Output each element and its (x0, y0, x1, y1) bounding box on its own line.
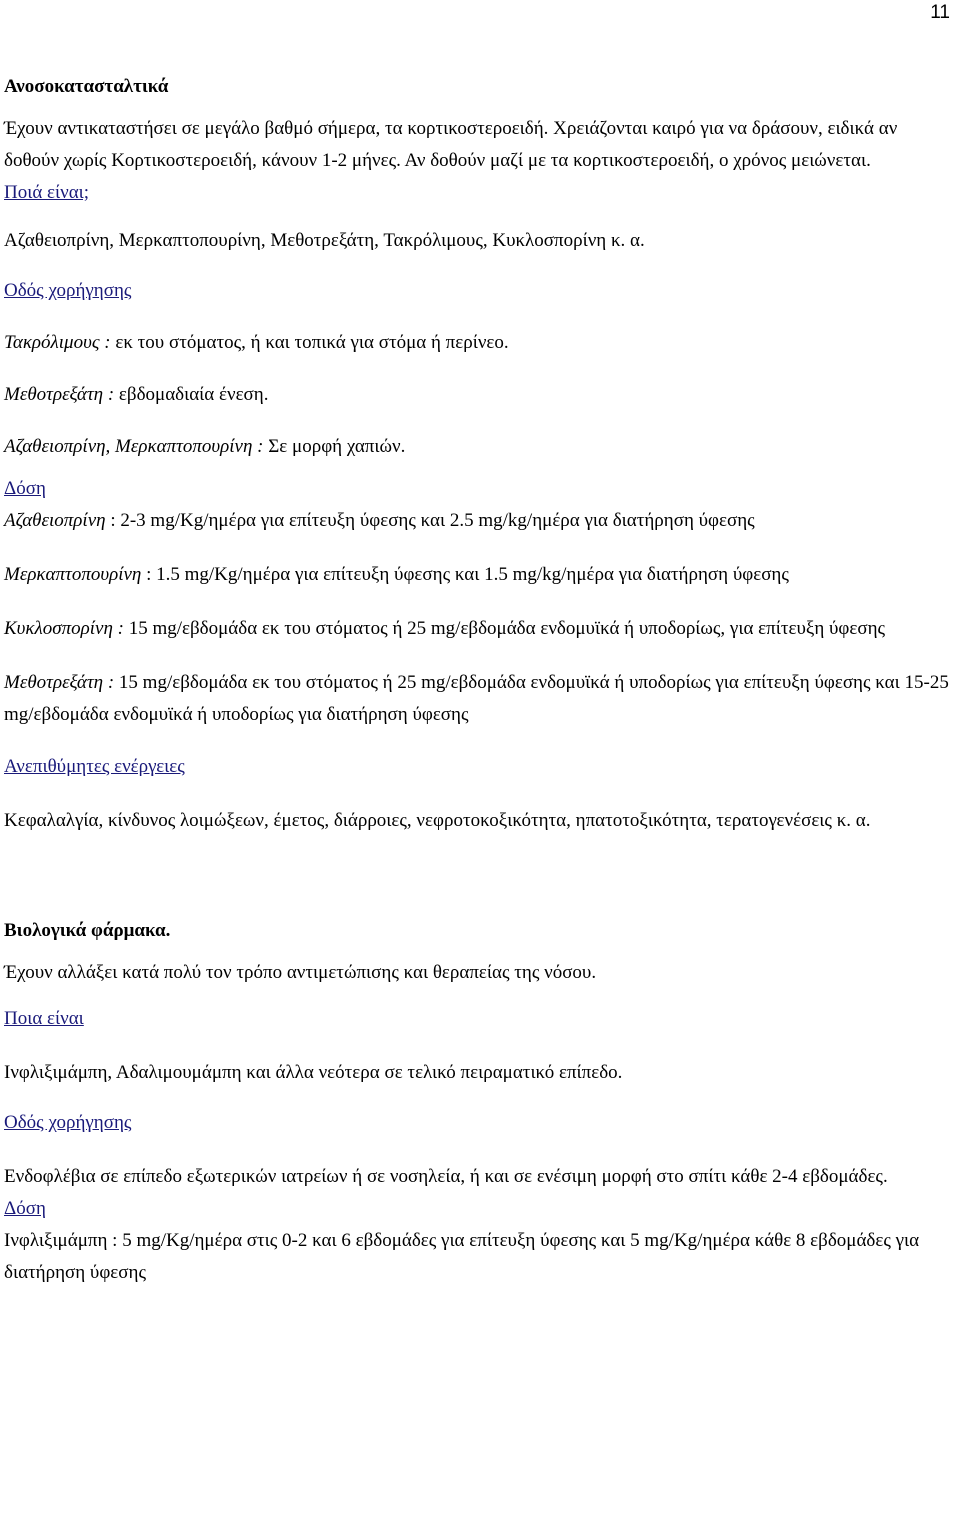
dose-item-text: : 2-3 mg/Kg/ημέρα για επίτευξη ύφεσης και 2.5 mg/kg/ημέρα για διατήρηση ύφεσης (105, 510, 755, 531)
immuno-side-effects-heading: Ανεπιθύμητες ενέργειες (4, 756, 185, 777)
section-title-biologics: Βιολογικά φάρμακα. (4, 920, 171, 941)
bio-route-text: Ενδοφλέβια σε επίπεδο εξωτερικών ιατρείων ή σε νοσηλεία, ή και σε ενέσιμη μορφή στο σπίτι κάθε 2-4 εβδομάδες. (4, 1166, 888, 1187)
dose-item-text: 15 mg/εβδομάδα εκ του στόματος ή 25 mg/εβδομάδα ενδομυϊκά ή υποδορίως για επίτευξη ύφεσης και 15-25 mg/εβδομάδα ενδομυϊκά ή υποδορίως για διατήρηση ύφεσης (4, 672, 949, 725)
dose-item-text: : 1.5 mg/Kg/ημέρα για επίτευξη ύφεσης και 1.5 mg/kg/ημέρα για διατήρηση ύφεσης (141, 564, 789, 585)
bio-intro: Έχουν αλλάξει κατά πολύ τον τρόπο αντιμετώπισης και θεραπείας της νόσου. (4, 962, 597, 983)
dose-item-drug: Κυκλοσπορίνη : (4, 618, 124, 639)
immuno-which-heading: Ποιά είναι; (4, 182, 90, 203)
dose-item-drug: Μεθοτρεξάτη : (4, 672, 115, 693)
route-item (4, 379, 956, 411)
route-item-drug: Τακρόλιμους : (4, 332, 111, 353)
route-item-text: εκ του στόματος, ή και τοπικά για στόμα ή περίνεο. (110, 332, 509, 353)
dose-item (4, 505, 956, 537)
bio-route-heading: Οδός χορήγησης (4, 1112, 132, 1133)
route-item (4, 327, 956, 359)
dose-item (4, 559, 956, 591)
immuno-intro: Έχουν αντικαταστήσει σε μεγάλο βαθμό σήμερα, τα κορτικοστεροειδή. Χρειάζονται καιρό για να δράσουν, ειδικά αν δοθούν χωρίς Κορτικοστεροειδή, κάνουν 1-2 μήνες. Αν δοθούν μαζί με τα κορτικοστεροειδή, ο χρόνος μειώνεται. (4, 118, 898, 171)
dose-item-drug: Μερκαπτοπουρίνη (4, 564, 142, 585)
dose-item-text: 15 mg/εβδομάδα εκ του στόματος ή 25 mg/εβδομάδα ενδομυϊκά ή υποδορίως, για επίτευξη ύφεσης (123, 618, 886, 639)
immuno-which-text: Αζαθειοπρίνη, Μερκαπτοπουρίνη, Μεθοτρεξάτη, Τακρόλιμους, Κυκλοσπορίνη κ. α. (4, 230, 645, 251)
page-number: 11 (930, 2, 950, 23)
route-item-drug: Αζαθειοπρίνη, Μερκαπτοπουρίνη : (4, 436, 264, 457)
dose-item-drug: Αζαθειοπρίνη (4, 510, 106, 531)
bio-dose-heading: Δόση (4, 1198, 46, 1219)
section-title-immunosuppressants: Ανοσοκατασταλτικά (4, 76, 169, 97)
immuno-route-heading: Οδός χορήγησης (4, 280, 132, 301)
route-item-drug: Μεθοτρεξάτη : (4, 384, 115, 405)
document-body (4, 66, 956, 1289)
route-item-text: εβδομαδιαία ένεση. (114, 384, 269, 405)
dose-item (4, 667, 956, 731)
immuno-dose-heading: Δόση (4, 478, 46, 499)
route-item-text: Σε μορφή χαπιών. (263, 436, 406, 457)
dose-item (4, 613, 956, 645)
immuno-side-effects-text: Κεφαλαλγία, κίνδυνος λοιμώξεων, έμετος, διάρροιες, νεφροτοκοξικότητα, ηπατοτοξικότητα, τερατογενέσεις κ. α. (4, 810, 871, 831)
route-item (4, 431, 956, 463)
bio-which-text: Ινφλιξιμάμπη, Αδαλιμουμάμπη και άλλα νεότερα σε τελικό πειραματικό επίπεδο. (4, 1062, 623, 1083)
bio-dose-text: Ινφλιξιμάμπη : 5 mg/Kg/ημέρα στις 0-2 και 6 εβδομάδες για επίτευξη ύφεσης και 5 mg/Kg/ημέρα κάθε 8 εβδομάδες για διατήρηση ύφεσης (4, 1230, 920, 1283)
section-gap (4, 853, 956, 915)
bio-which-heading: Ποια είναι (4, 1008, 84, 1029)
